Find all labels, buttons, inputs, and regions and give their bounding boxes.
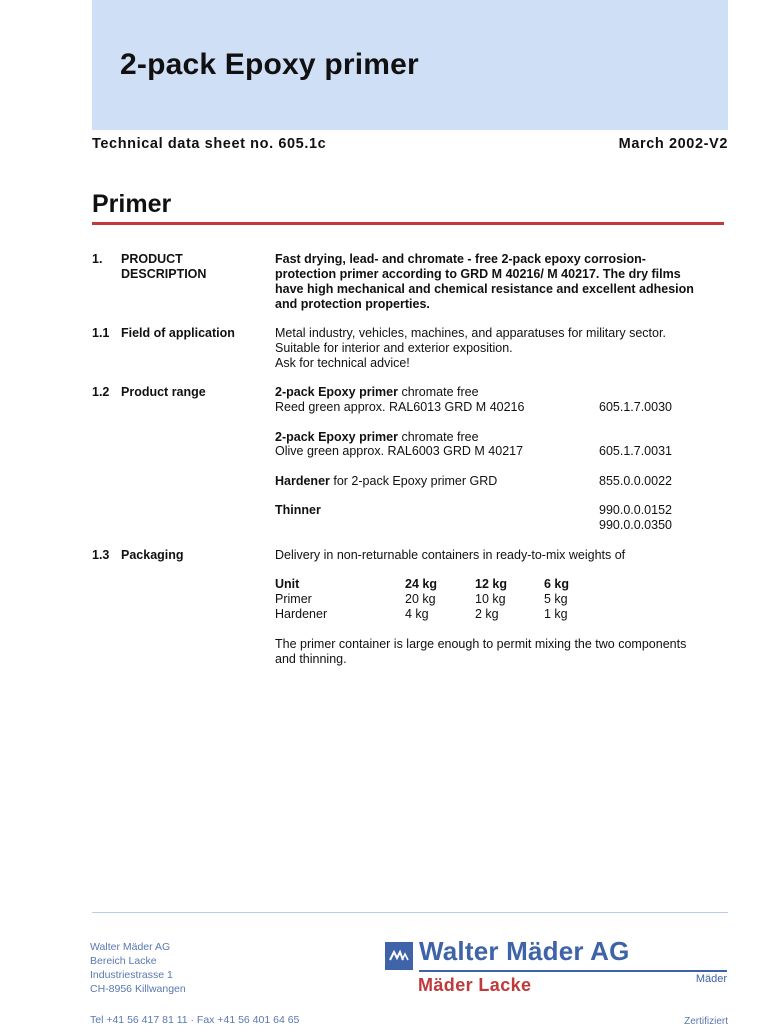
section-divider xyxy=(92,222,724,225)
table-row-primer-12: 10 kg xyxy=(475,592,506,606)
address-city: CH-8956 Killwangen xyxy=(90,983,186,995)
product-4-code-1: 990.0.0.0152 xyxy=(599,503,672,517)
company-logo-small-text: Mäder xyxy=(695,973,727,985)
table-row-primer-label: Primer xyxy=(275,592,312,606)
product-2-code: 605.1.7.0031 xyxy=(599,444,672,458)
company-logo-name: Walter Mäder AG xyxy=(419,936,630,966)
application-line3: Ask for technical advice! xyxy=(275,356,410,370)
company-logo-icon xyxy=(385,942,413,970)
product-4-name: Thinner xyxy=(275,503,321,517)
product-1-name xyxy=(275,385,479,400)
item-number-1-1: 1.1 xyxy=(92,326,110,340)
table-row-hardener-24: 4 kg xyxy=(405,607,429,621)
table-header-6kg: 6 kg xyxy=(544,577,570,591)
item-number-1-2: 1.2 xyxy=(92,385,110,399)
footer-divider xyxy=(92,912,728,913)
product-3-code: 855.0.0.0022 xyxy=(599,474,672,488)
item-number-1: 1. xyxy=(92,252,103,266)
table-row-hardener-6: 1 kg xyxy=(544,607,568,621)
description-text-line2: protection primer according to GRD M 40216/ M 40217. The dry films xyxy=(275,267,681,281)
table-header-24kg: 24 kg xyxy=(405,577,437,591)
packaging-note-line1: The primer container is large enough to permit mixing the two components xyxy=(275,637,687,651)
packaging-note-line2: and thinning. xyxy=(275,652,347,666)
description-label-line2: DESCRIPTION xyxy=(121,267,207,281)
company-logo-subtitle: Mäder Lacke xyxy=(418,975,532,995)
product-1-detail: Reed green approx. RAL6013 GRD M 40216 xyxy=(275,400,525,414)
item-number-1-3: 1.3 xyxy=(92,548,110,562)
description-text-line4: and protection properties. xyxy=(275,297,430,311)
product-2-name-suffix: chromate free xyxy=(397,430,479,444)
product-2-name-bold: 2-pack Epoxy primer xyxy=(275,430,398,444)
product-1-name-bold: 2-pack Epoxy primer xyxy=(275,385,398,399)
table-row-primer-24: 20 kg xyxy=(405,592,436,606)
packaging-intro: Delivery in non-returnable containers in ready-to-mix weights of xyxy=(275,548,626,562)
product-3-name xyxy=(275,474,497,489)
application-label: Field of application xyxy=(121,326,235,340)
logo-underline xyxy=(419,970,727,972)
section-title: Primer xyxy=(92,190,172,218)
sheet-date: March 2002-V2 xyxy=(618,136,728,152)
description-label-line1: PRODUCT xyxy=(121,252,183,266)
table-header-12kg: 12 kg xyxy=(475,577,507,591)
description-text-line3: have high mechanical and chemical resistance and excellent adhesion xyxy=(275,282,694,296)
description-text-line1: Fast drying, lead- and chromate - free 2-pack epoxy corrosion- xyxy=(275,252,646,266)
document-title: 2-pack Epoxy primer xyxy=(120,48,419,81)
product-1-name-suffix: chromate free xyxy=(397,385,479,399)
sheet-number: Technical data sheet no. 605.1c xyxy=(92,136,327,152)
product-3-name-suffix: for 2-pack Epoxy primer GRD xyxy=(329,474,498,488)
range-label: Product range xyxy=(121,385,206,399)
product-2-detail: Olive green approx. RAL6003 GRD M 40217 xyxy=(275,444,524,458)
product-2-name xyxy=(275,430,479,445)
contact-phone-fax: Tel +41 56 417 81 11 · Fax +41 56 401 64 65 xyxy=(90,1014,300,1026)
product-3-name-bold: Hardener xyxy=(275,474,330,488)
table-row-hardener-label: Hardener xyxy=(275,607,328,621)
product-4-code-2: 990.0.0.0350 xyxy=(599,518,672,532)
application-line1: Metal industry, vehicles, machines, and apparatuses for military sector. xyxy=(275,326,666,340)
table-header-unit: Unit xyxy=(275,577,300,591)
certified-label: Zertifiziert xyxy=(684,1016,728,1027)
address-company: Walter Mäder AG xyxy=(90,941,171,953)
product-1-code: 605.1.7.0030 xyxy=(599,400,672,414)
address-street: Industriestrasse 1 xyxy=(90,969,173,981)
table-row-primer-6: 5 kg xyxy=(544,592,568,606)
table-row-hardener-12: 2 kg xyxy=(475,607,499,621)
address-department: Bereich Lacke xyxy=(90,955,157,967)
application-line2: Suitable for interior and exterior exposition. xyxy=(275,341,513,355)
packaging-label: Packaging xyxy=(121,548,184,562)
